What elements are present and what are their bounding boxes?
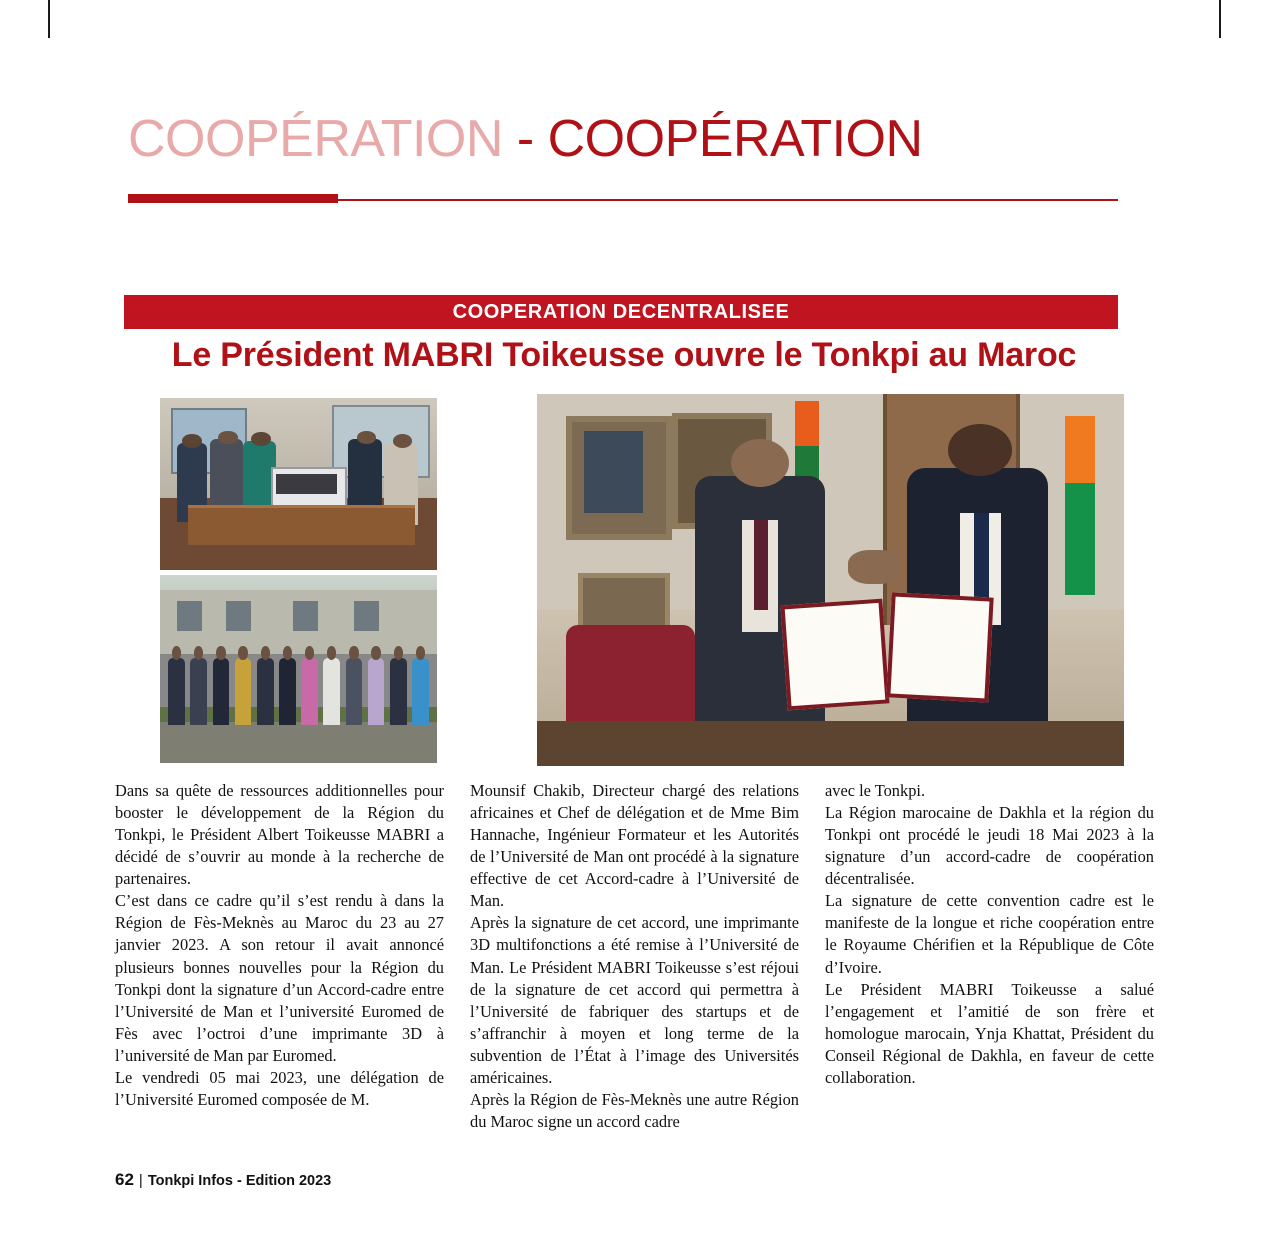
photo-delegation-group-outdoors <box>160 575 437 763</box>
article-column-2 <box>470 780 799 1133</box>
paragraph: Le vendredi 05 mai 2023, une délégation de l’Université Euromed composée de M. <box>115 1067 444 1109</box>
banner-cooperation-decentralisee <box>124 295 1118 329</box>
section-title-light: COOPÉRATION <box>128 110 503 168</box>
masthead-rule-thin <box>338 199 1118 201</box>
section-title-separator: - <box>502 110 548 168</box>
publication-name: Tonkpi Infos - Edition 2023 <box>147 1173 332 1189</box>
page-number: 62 <box>115 1170 134 1189</box>
article-column-3 <box>825 780 1154 1133</box>
paragraph: C’est dans ce cadre qu’il s’est rendu à dans la Région de Fès-Meknès au Maroc du 23 au 27 janvier 2023. A son retour il avait annoncé plusieurs bonnes nouvelles pour la Région du Tonkpi dont la signature d’un Accord-cadre entre l’Université de Man et l’université Euromed de Fès avec l’octroi d’une imprimante 3D à l’université de Man par Euromed. <box>115 891 444 1065</box>
paragraph: Mounsif Chakib, Directeur chargé des relations africaines et Chef de délégation et de Mme Bim Hannache, Ingénieur Formateur et les Autorités de l’Université de Man ont procédé à la signature effective de cet Accord-cadre à l’Université de Man. <box>470 781 799 911</box>
section-title-dark: COOPÉRATION <box>547 110 923 168</box>
section-title <box>128 112 1118 167</box>
footer-separator: | <box>138 1172 143 1189</box>
paragraph: avec le Tonkpi. <box>825 781 926 800</box>
photo-agreement-signing-handshake <box>537 394 1124 766</box>
section-masthead <box>128 112 1118 167</box>
paragraph: Après la Région de Fès-Meknès une autre Région du Maroc signe un accord cadre <box>470 1089 799 1131</box>
paragraph: Après la signature de cet accord, une imprimante 3D multifonctions a été remise à l’Université de Man. Le Président MABRI Toikeusse s’est réjoui de la signature de cet accord qui permettra à l’Université de fabriquer des startups et de s’affranchir à moyen et long terme de la subvention de l’État à l’image des Universités américaines. <box>470 913 799 1087</box>
paragraph: Le Président MABRI Toikeusse a salué l’engagement et l’amitié de son frère et homologue marocain, Ynja Khattat, Président du Conseil Régional de Dakhla, en faveur de cette collaboration. <box>825 979 1154 1087</box>
masthead-rule-thick <box>128 194 338 203</box>
paragraph: La signature de cette convention cadre est le manifeste de la longue et riche coopération entre le Royaume Chérifien et la République de Côte d’Ivoire. <box>825 891 1154 977</box>
banner-label: COOPERATION DECENTRALISEE <box>452 300 790 323</box>
crop-mark-top-left <box>48 0 50 38</box>
article-column-1 <box>115 780 444 1133</box>
paragraph: Dans sa quête de ressources additionnelles pour booster le développement de la Région du Tonkpi, le Président Albert Toikeusse MABRI a décidé de s’ouvrir au monde à la recherche de partenaires. <box>115 781 444 889</box>
crop-mark-top-right <box>1219 0 1221 38</box>
article-body <box>115 780 1155 1133</box>
paragraph: La Région marocaine de Dakhla et la région du Tonkpi ont procédé le jeudi 18 Mai 2023 à la signature d’un accord-cadre de coopération décentralisée. <box>825 803 1154 889</box>
page-footer <box>115 1170 331 1190</box>
article-headline: Le Président MABRI Toikeusse ouvre le Tonkpi au Maroc <box>171 336 1077 374</box>
photo-ceremony-printer-handover <box>160 398 437 570</box>
